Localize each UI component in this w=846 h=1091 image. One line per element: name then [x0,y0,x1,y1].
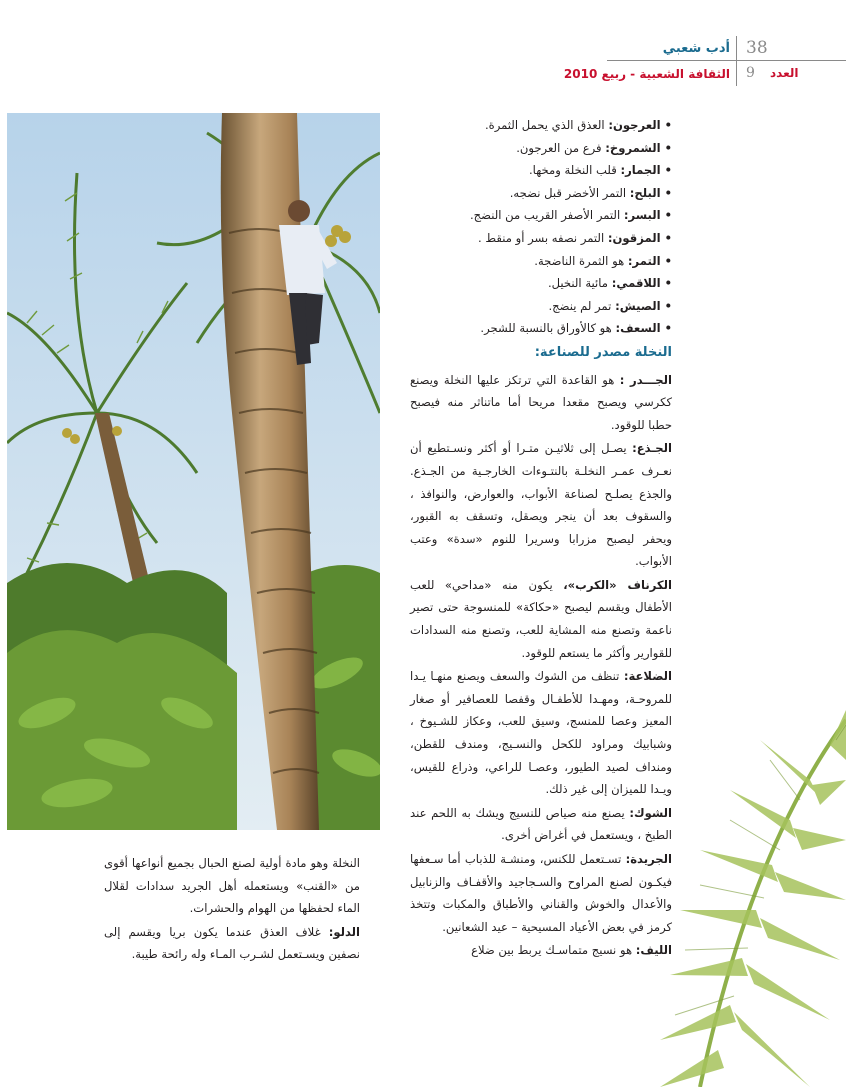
palm-frond-decoration [660,700,846,1087]
list-item: •العرجون: العذق الذي يحمل الثمرة. [484,118,672,132]
paragraph: الليف: هو نسيج متماسـك يربط بين ضلاع [471,943,672,958]
paragraph: الجريدة: تسـتعمل للكنس، ومنشـة للذباب أما سـعفها فيكـون لصنع المراوح والسـجاجيد والأقفـاف والزنابيل والأعدال والخوش والقناني والأطباق والمكبات وتتخذ كرمز في بعض الأعياد المسيحية – عيد الشعانين. [410,852,672,934]
paragraph: الكرناف «الكرب»، يكون منه «مداحي» للعب الأطفال ويقسم ليصبح «حكاكة» للمنسوجة حتى تصير ناعمة وتصنع منه المشاية للعب، وتصنع منه السدادات للقوارير وأكثر ما يستعم للوقود. [410,577,672,660]
header-divider [736,36,737,86]
page-number: 38 [746,38,768,58]
continued-text-column [104,852,360,967]
list-item: •البسر: التمر الأصفر القريب من النضج. [470,208,672,223]
list-item: •البلح: التمر الأخضر قبل نضجه. [509,185,672,200]
header-rule [607,60,846,61]
paragraph: الشوك: يصنع منه صياص للنسيج ويشك به اللحم عند الطبخ ، ويستعمل في أغراض أخرى. [410,805,672,843]
list-item: •الجمار: قلب النخلة ومخها. [528,163,672,178]
paragraph: الضلاعة: تنظف من الشوك والسعف ويصنع منهـا يـدا للمروحـة، ومهـدا للأطفـال وقفصا للعصافير أو صغار المعيز وعصا للمنسج، وسيق للعب، وعكاز للشـيوخ ، وشبابيك ومراود للكحل والنسـيج، ومندف للقطن، ومنداف لصيد الطيور، وعصـا للراعي، وذراع للقيس، ويـدا للميزان إلى غير ذلك. [410,669,672,797]
section-heading: النخلة مصدر للصناعة: [534,344,672,360]
list-item: •السعف: هو كالأوراق بالنسبة للشجر. [480,321,672,336]
paragraph: الجـــدر : هو القاعدة التي ترتكز عليها النخلة ويصنع ككرسي ويصبح مقعدا مريحا أما ماتناثر منه فيصبح حطبا للوقود. [410,372,672,432]
paragraph: الجـذع: يصـل إلى ثلاثيـن متـرا أو أكثر ونسـتطيع أن نعـرف عمـر النخلـة بالنتـوءات الخارجـية من الجـذع. والجذع يصلـح لصناعة الأبواب، والعوارض، والنوافذ ، والسقوف بعد أن ينجر ويصقل، وتسقف به القبور، ويحفر ليصبح مزرابا وسريرا للنوم «سدة» وعتب الأبواب. [410,441,672,569]
list-item: •اللاقمي: مائية النخيل. [547,276,672,291]
paragraph: النخلة وهو مادة أولية لصنع الحبال بجميع أنواعها أقوى من «القنب» ويستعمله أهل الجريد سدادات لقلال الماء لحفظها من الهوام والحشرات. [104,856,360,916]
list-item: •المزقون: التمر نصفه بسر أو منقط . [477,230,672,245]
paragraph: الدلو: غلاف العذق عندما يكون بريا ويقسم إلى نصفين ويسـتعمل لشـرب المـاء وله رائحة طيبة. [104,924,360,962]
magazine-title: أدب شعبي [662,41,730,56]
list-item: •الصيش: تمر لم ينضج. [548,298,672,313]
magazine-subtitle: الثقافة الشعبية - ربيع 2010 [563,67,730,81]
list-item: •الشمروخ: فرع من العرجون. [516,140,672,155]
list-item: •التمر: هو الثمرة الناضجة. [534,253,672,268]
issue-number: 9 [746,65,755,81]
issue-label: العدد [770,66,799,80]
glossary-list [410,114,672,340]
palm-climber-photo [7,113,380,830]
main-text-column [410,114,672,963]
